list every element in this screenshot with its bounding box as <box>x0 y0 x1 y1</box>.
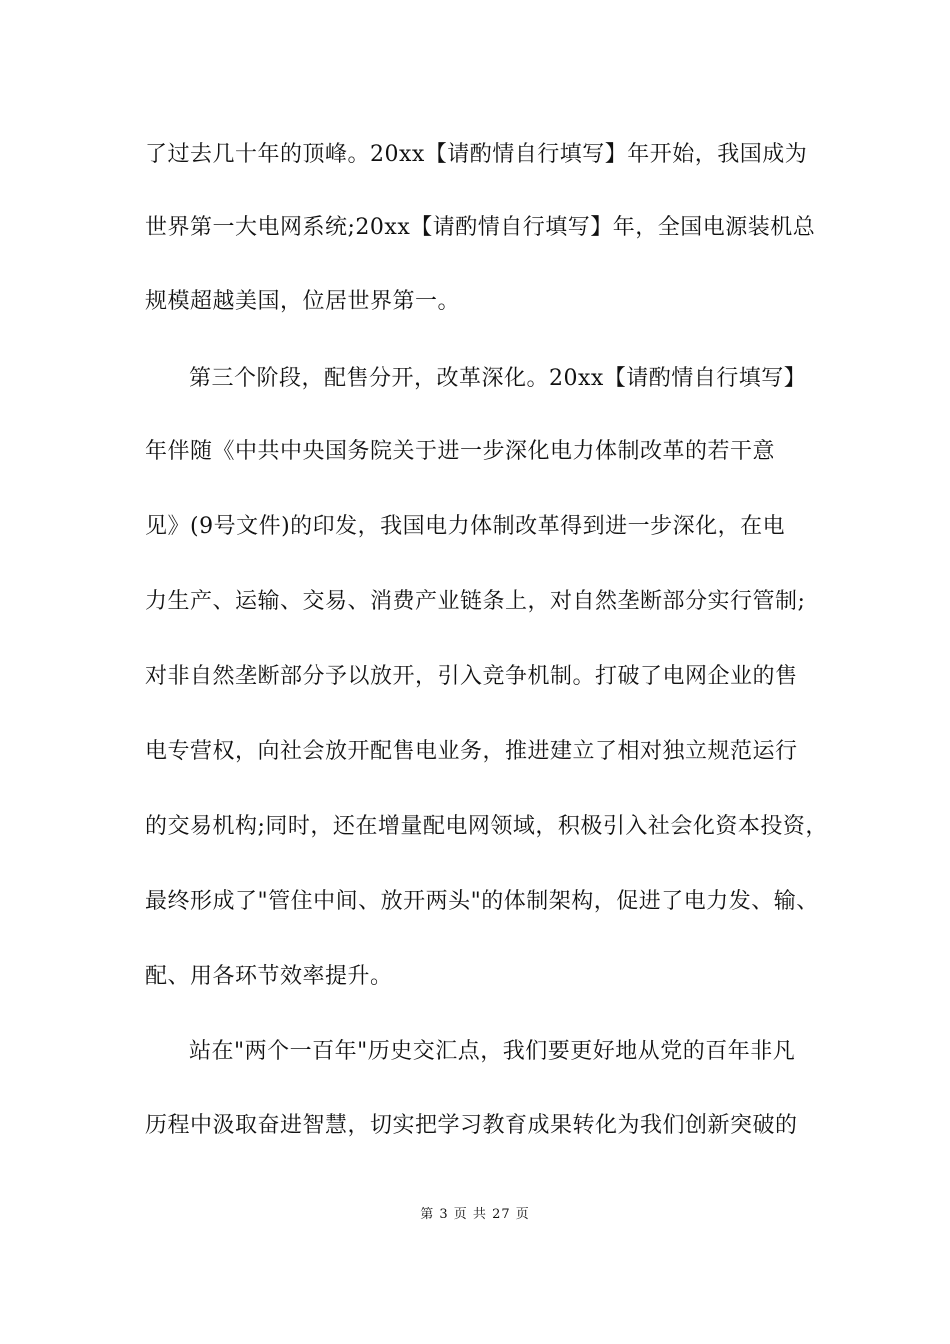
text-line: 规模超越美国，位居世界第一。 <box>145 289 461 314</box>
footer-suffix: 页 <box>515 1207 530 1222</box>
text-line: 了过去几十年的顶峰。20xx【请酌情自行填写】年开始，我国成为 <box>145 142 808 167</box>
footer-prefix: 第 <box>420 1207 435 1222</box>
total-page-count: 27 <box>492 1207 511 1222</box>
paragraph-start-line: 第三个阶段，配售分开，改革深化。20xx【请酌情自行填写】 <box>189 366 807 391</box>
text-line: 历程中汲取奋进智慧，切实把学习教育成果转化为我们创新突破的 <box>145 1113 798 1138</box>
paragraph-start-line: 站在"两个一百年"历史交汇点，我们要更好地从党的百年非凡 <box>189 1039 796 1064</box>
text-line: 对非自然垄断部分予以放开，引入竞争机制。打破了电网企业的售 <box>145 664 798 689</box>
text-line: 配、用各环节效率提升。 <box>145 964 393 989</box>
text-line: 的交易机构;同时，还在增量配电网领域，积极引入社会化资本投资， <box>145 814 828 839</box>
text-line: 世界第一大电网系统;20xx【请酌情自行填写】年，全国电源装机总 <box>145 215 816 240</box>
text-line: 力生产、运输、交易、消费产业链条上，对自然垄断部分实行管制; <box>145 589 806 614</box>
text-line: 最终形成了"管住中间、放开两头"的体制架构，促进了电力发、输、 <box>145 889 819 914</box>
text-line: 年伴随《中共中央国务院关于进一步深化电力体制改革的若干意 <box>145 439 776 464</box>
page-number-footer <box>0 1206 950 1224</box>
text-line: 见》(9号文件)的印发，我国电力体制改革得到进一步深化，在电 <box>145 514 786 539</box>
current-page-number: 3 <box>439 1207 449 1222</box>
footer-middle: 页 共 <box>453 1207 487 1222</box>
text-line: 电专营权，向社会放开配售电业务，推进建立了相对独立规范运行 <box>145 739 798 764</box>
